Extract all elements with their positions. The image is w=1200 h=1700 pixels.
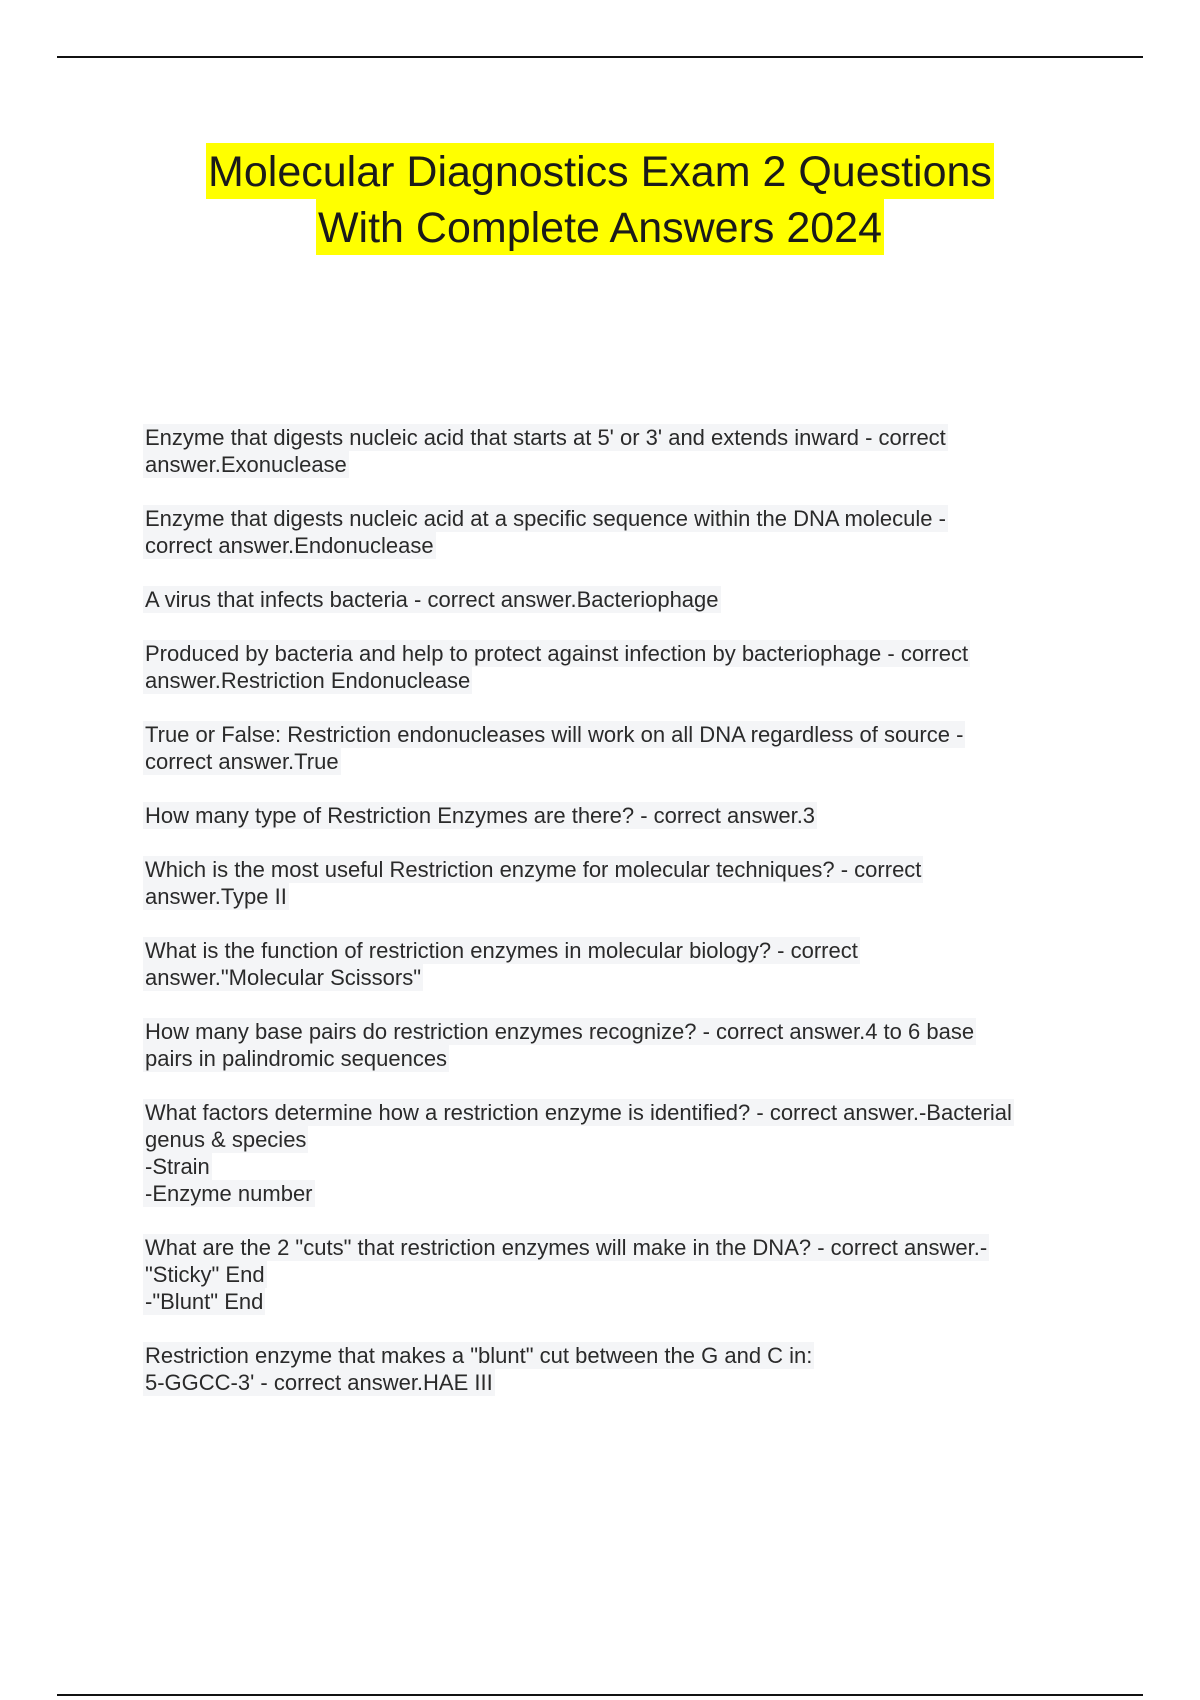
qa-text-line: -Enzyme number <box>145 1181 313 1206</box>
qa-text-line: answer.Restriction Endonuclease <box>145 668 471 693</box>
qa-text-line: What are the 2 "cuts" that restriction enzymes will make in the DNA? - correct answer.- <box>145 1235 988 1260</box>
qa-text-line: Enzyme that digests nucleic acid that starts at 5' or 3' and extends inward - correct <box>145 425 946 450</box>
qa-text-line: A virus that infects bacteria - correct answer.Bacteriophage <box>145 587 719 612</box>
qa-text-line: Restriction enzyme that makes a "blunt" cut between the G and C in: <box>145 1343 813 1368</box>
qa-item <box>145 1342 1095 1396</box>
qa-text-line: Enzyme that digests nucleic acid at a specific sequence within the DNA molecule - <box>145 506 946 531</box>
qa-item <box>145 586 1095 613</box>
qa-text-line: 5-GGCC-3' - correct answer.HAE III <box>145 1370 493 1395</box>
qa-text-line: correct answer.Endonuclease <box>145 533 434 558</box>
footer-rule <box>57 1694 1143 1696</box>
title-line-2: With Complete Answers 2024 <box>316 199 884 255</box>
qa-text-line: genus & species <box>145 1127 307 1152</box>
qa-item <box>145 1234 1095 1315</box>
qa-item <box>145 424 1095 478</box>
qa-text-line: What is the function of restriction enzymes in molecular biology? - correct <box>145 938 858 963</box>
qa-text-line: answer."Molecular Scissors" <box>145 965 422 990</box>
qa-text-line: True or False: Restriction endonucleases will work on all DNA regardless of source - <box>145 722 964 747</box>
qa-text-line: answer.Type II <box>145 884 287 909</box>
qa-text-line: What factors determine how a restriction enzyme is identified? - correct answer.-Bacterial <box>145 1100 1012 1125</box>
qa-text-line: correct answer.True <box>145 749 339 774</box>
qa-item <box>145 640 1095 694</box>
qa-text-line: How many base pairs do restriction enzymes recognize? - correct answer.4 to 6 base <box>145 1019 975 1044</box>
qa-text-line: answer.Exonuclease <box>145 452 347 477</box>
qa-text-line: pairs in palindromic sequences <box>145 1046 448 1071</box>
qa-item <box>145 802 1095 829</box>
qa-text-line: How many type of Restriction Enzymes are there? - correct answer.3 <box>145 803 816 828</box>
title-line-1: Molecular Diagnostics Exam 2 Questions <box>206 143 994 199</box>
qa-item <box>145 505 1095 559</box>
qa-text-line: Produced by bacteria and help to protect against infection by bacteriophage - correct <box>145 641 969 666</box>
document-title <box>0 143 1200 255</box>
qa-item <box>145 937 1095 991</box>
qa-text-line: -"Blunt" End <box>145 1289 264 1314</box>
qa-text-line: "Sticky" End <box>145 1262 265 1287</box>
qa-item <box>145 856 1095 910</box>
qa-item <box>145 721 1095 775</box>
header-rule <box>57 56 1143 58</box>
qa-item <box>145 1099 1095 1207</box>
qa-item <box>145 1018 1095 1072</box>
qa-text-line: Which is the most useful Restriction enzyme for molecular techniques? - correct <box>145 857 922 882</box>
question-answer-list <box>145 424 1095 1423</box>
qa-text-line: -Strain <box>145 1154 210 1179</box>
